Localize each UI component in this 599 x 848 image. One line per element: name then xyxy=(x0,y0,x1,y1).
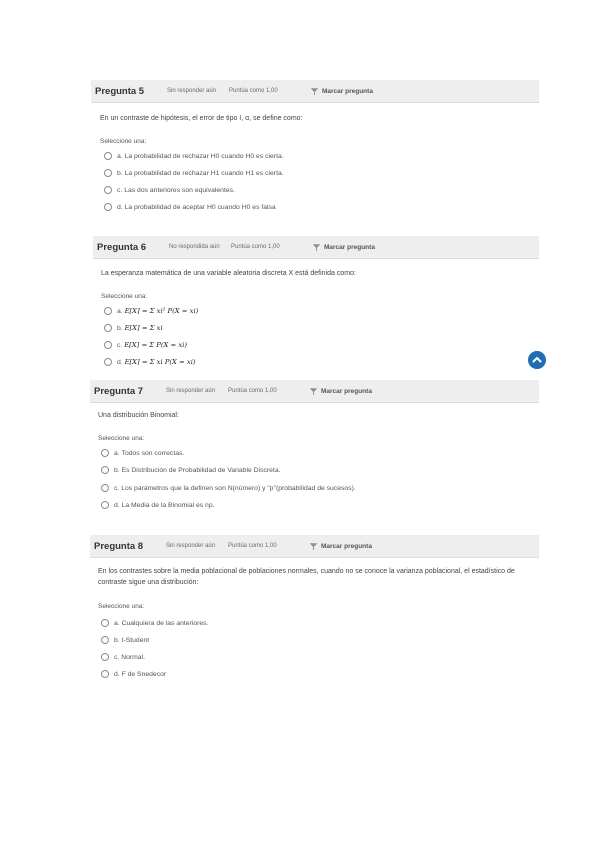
option-c[interactable] xyxy=(104,341,187,349)
flag-label: Marcar pregunta xyxy=(322,87,373,95)
option-text: Normal. xyxy=(121,653,145,661)
option-formula: E[X] = Σ xi² P(X = xi) xyxy=(124,307,199,315)
radio-button[interactable] xyxy=(101,653,109,661)
radio-button[interactable] xyxy=(101,670,109,678)
option-letter: d. xyxy=(117,358,123,366)
select-prompt: Seleccione una: xyxy=(101,293,148,300)
option-c[interactable] xyxy=(101,484,356,492)
option-text: Todos son correctas. xyxy=(121,449,185,457)
option-d[interactable] xyxy=(104,203,276,211)
option-b[interactable] xyxy=(104,324,163,332)
flag-icon xyxy=(311,88,318,95)
flag-label: Marcar pregunta xyxy=(321,542,372,550)
option-letter: c. xyxy=(117,186,123,194)
question-state: Sin responder aún xyxy=(166,543,216,549)
question-text: En un contraste de hipótesis, el error de tipo I, α, se define como: xyxy=(100,115,303,122)
radio-button[interactable] xyxy=(104,341,112,349)
option-text: La Media de la Binomial es np. xyxy=(121,501,215,509)
radio-button[interactable] xyxy=(104,307,112,315)
radio-button[interactable] xyxy=(101,484,109,492)
option-letter: a. xyxy=(114,449,120,457)
radio-button[interactable] xyxy=(104,203,112,211)
option-text: Es Distribución de Probabilidad de Variable Discreta. xyxy=(121,466,281,474)
radio-button[interactable] xyxy=(101,466,109,474)
radio-button[interactable] xyxy=(104,152,112,160)
radio-button[interactable] xyxy=(104,169,112,177)
option-a[interactable] xyxy=(104,307,198,315)
option-letter: b. xyxy=(114,636,120,644)
chevron-up-icon xyxy=(532,355,542,365)
option-text: Los parámetros que la definen son N(número) y "p"(probabilidad de sucesos). xyxy=(121,484,356,492)
option-d[interactable] xyxy=(101,670,166,678)
option-a[interactable] xyxy=(101,619,208,627)
option-letter: c. xyxy=(117,341,123,349)
flag-question-button[interactable] xyxy=(313,244,375,251)
question-title: Pregunta 7 xyxy=(94,385,144,397)
option-text: La probabilidad de rechazar H0 cuando H0 es cierta. xyxy=(124,152,284,160)
option-letter: c. xyxy=(114,653,120,661)
option-a[interactable] xyxy=(101,449,184,457)
option-b[interactable] xyxy=(101,636,149,644)
option-text: La probabilidad de rechazar H1 cuando H1 es cierta. xyxy=(124,169,284,177)
flag-icon xyxy=(313,244,320,251)
question-title: Pregunta 8 xyxy=(94,540,144,552)
question-mark: Puntúa como 1,00 xyxy=(231,244,280,250)
radio-button[interactable] xyxy=(104,324,112,332)
question-5-header xyxy=(91,80,539,103)
flag-label: Marcar pregunta xyxy=(321,387,372,395)
flag-icon xyxy=(310,543,317,550)
question-text: Una distribución Binomial: xyxy=(98,412,179,419)
option-c[interactable] xyxy=(104,186,235,194)
option-b[interactable] xyxy=(101,466,281,474)
question-title: Pregunta 5 xyxy=(95,85,145,97)
question-6-header xyxy=(93,236,539,259)
flag-question-button[interactable] xyxy=(310,543,372,550)
question-text: En los contrastes sobre la media poblacional de poblaciones normales, cuando no se conoce la varianza poblacional, el estadístico de contraste sigue una distribución: xyxy=(98,568,515,586)
flag-question-button[interactable] xyxy=(310,388,372,395)
flag-icon xyxy=(310,388,317,395)
option-a[interactable] xyxy=(104,152,284,160)
option-b[interactable] xyxy=(104,169,284,177)
question-mark: Puntúa como 1,00 xyxy=(228,543,277,549)
question-text: La esperanza matemática de una variable aleatoria discreta X está definida como: xyxy=(101,270,356,277)
flag-question-button[interactable] xyxy=(311,88,373,95)
option-formula: E[X] = Σ xi P(X = xi) xyxy=(124,358,196,366)
question-7-header xyxy=(90,380,539,403)
option-formula: E[X] = Σ xi xyxy=(124,324,163,332)
option-text: La probabilidad de aceptar H0 cuando H0 es falsa xyxy=(124,203,276,211)
option-letter: d. xyxy=(117,203,123,211)
option-letter: d. xyxy=(114,670,120,678)
radio-button[interactable] xyxy=(104,186,112,194)
flag-label: Marcar pregunta xyxy=(324,243,375,251)
radio-button[interactable] xyxy=(104,358,112,366)
option-text: F de Snedecor xyxy=(121,670,167,678)
option-formula: E[X] = Σ P(X = xi) xyxy=(124,341,188,349)
option-text: t-Student xyxy=(121,636,150,644)
question-8-header xyxy=(90,535,539,558)
question-state: Sin responder aún xyxy=(167,88,217,94)
option-letter: a. xyxy=(117,152,123,160)
select-prompt: Seleccione una: xyxy=(100,138,147,145)
question-mark: Puntúa como 1,00 xyxy=(229,88,278,94)
question-mark: Puntúa como 1,00 xyxy=(228,388,277,394)
option-d[interactable] xyxy=(101,501,215,509)
option-d[interactable] xyxy=(104,358,196,366)
question-state: No respondida aún xyxy=(169,244,220,250)
option-c[interactable] xyxy=(101,653,145,661)
radio-button[interactable] xyxy=(101,501,109,509)
radio-button[interactable] xyxy=(101,619,109,627)
option-letter: a. xyxy=(117,307,123,315)
question-title: Pregunta 6 xyxy=(97,241,147,253)
option-letter: a. xyxy=(114,619,120,627)
radio-button[interactable] xyxy=(101,449,109,457)
question-state: Sin responder aún xyxy=(166,388,216,394)
option-letter: b. xyxy=(117,169,123,177)
option-text: Cualquiera de las anteriores. xyxy=(121,619,209,627)
option-letter: d. xyxy=(114,501,120,509)
option-letter: c. xyxy=(114,484,120,492)
option-letter: b. xyxy=(114,466,120,474)
select-prompt: Seleccione una: xyxy=(98,603,145,610)
option-text: Las dos anteriores son equivalentes. xyxy=(124,186,235,194)
radio-button[interactable] xyxy=(101,636,109,644)
option-letter: b. xyxy=(117,324,123,332)
scroll-to-top-button[interactable] xyxy=(528,351,546,369)
select-prompt: Seleccione una: xyxy=(98,435,145,442)
